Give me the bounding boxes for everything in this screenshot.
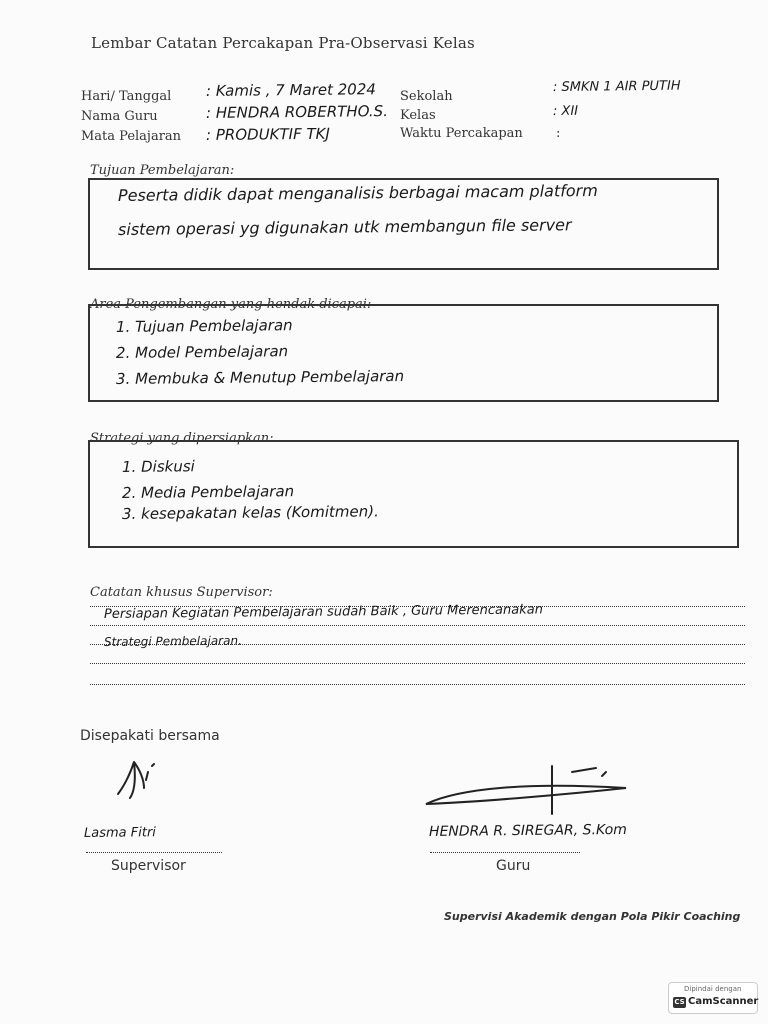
supervisor-signature <box>110 752 180 802</box>
sekolah-label: Sekolah <box>400 89 453 104</box>
catatan-line-2: Strategi Pembelajaran. <box>103 633 242 649</box>
strategi-item-2: 2. Media Pembelajaran <box>121 482 295 502</box>
sekolah-value: : SMKN 1 AIR PUTIH <box>552 78 681 95</box>
supervisor-role: Supervisor <box>111 858 186 874</box>
guru-line <box>430 852 580 853</box>
guru-name: HENDRA R. SIREGAR, S.Kom <box>428 821 627 840</box>
footer-note: Supervisi Akademik dengan Pola Pikir Coaching <box>444 910 741 923</box>
area-item-1: 1. Tujuan Pembelajaran <box>115 316 293 336</box>
disepakati-label: Disepakati bersama <box>80 728 220 744</box>
catatan-dotted-line-5 <box>90 684 745 685</box>
strategi-item-1: 1. Diskusi <box>121 457 195 476</box>
camscanner-name: CamScanner <box>688 996 759 1007</box>
area-title: Area Pengembangan yang hendak dicapai: <box>90 297 372 312</box>
supervisor-line <box>86 852 222 853</box>
mapel-value: : PRODUKTIF TKJ <box>205 124 330 144</box>
hari-value: : Kamis , 7 Maret 2024 <box>205 80 376 100</box>
area-item-3: 3. Membuka & Menutup Pembelajaran <box>115 366 405 388</box>
guru-value: : HENDRA ROBERTHO.S. <box>205 102 389 122</box>
guru-role: Guru <box>496 858 531 874</box>
area-item-2: 2. Model Pembelajaran <box>115 342 289 362</box>
waktu-value: : <box>556 126 561 141</box>
guru-signature <box>420 752 640 822</box>
tujuan-line-1: Peserta didik dapat menganalisis berbagai macam platform <box>117 180 598 205</box>
hari-label: Hari/ Tanggal <box>81 89 172 104</box>
camscanner-top-text: Dipindai dengan <box>684 985 742 993</box>
catatan-line-1: Persiapan Kegiatan Pembelajaran sudah Baik , Guru Merencanakan <box>103 602 544 622</box>
catatan-title: Catatan khusus Supervisor: <box>90 585 273 600</box>
kelas-value: : XII <box>552 103 579 119</box>
strategi-item-3: 3. kesepakatan kelas (Komitmen). <box>121 502 379 523</box>
mapel-label: Mata Pelajaran <box>81 129 182 144</box>
camscanner-badge <box>668 982 758 1014</box>
catatan-dotted-line-4 <box>90 663 745 664</box>
tujuan-title: Tujuan Pembelajaran: <box>90 163 235 178</box>
tujuan-line-2: sistem operasi yg digunakan utk membangun file server <box>117 215 572 239</box>
supervisor-name: Lasma Fitri <box>83 825 156 841</box>
strategi-title: Strategi yang dipersiapkan: <box>90 431 274 446</box>
kelas-label: Kelas <box>400 108 436 123</box>
document-title: Lembar Catatan Percakapan Pra-Observasi Kelas <box>91 34 475 52</box>
waktu-label: Waktu Percakapan <box>400 126 523 141</box>
guru-label: Nama Guru <box>81 109 158 124</box>
catatan-dotted-line-2 <box>90 625 745 626</box>
camscanner-logo-icon: CS <box>674 998 685 1006</box>
